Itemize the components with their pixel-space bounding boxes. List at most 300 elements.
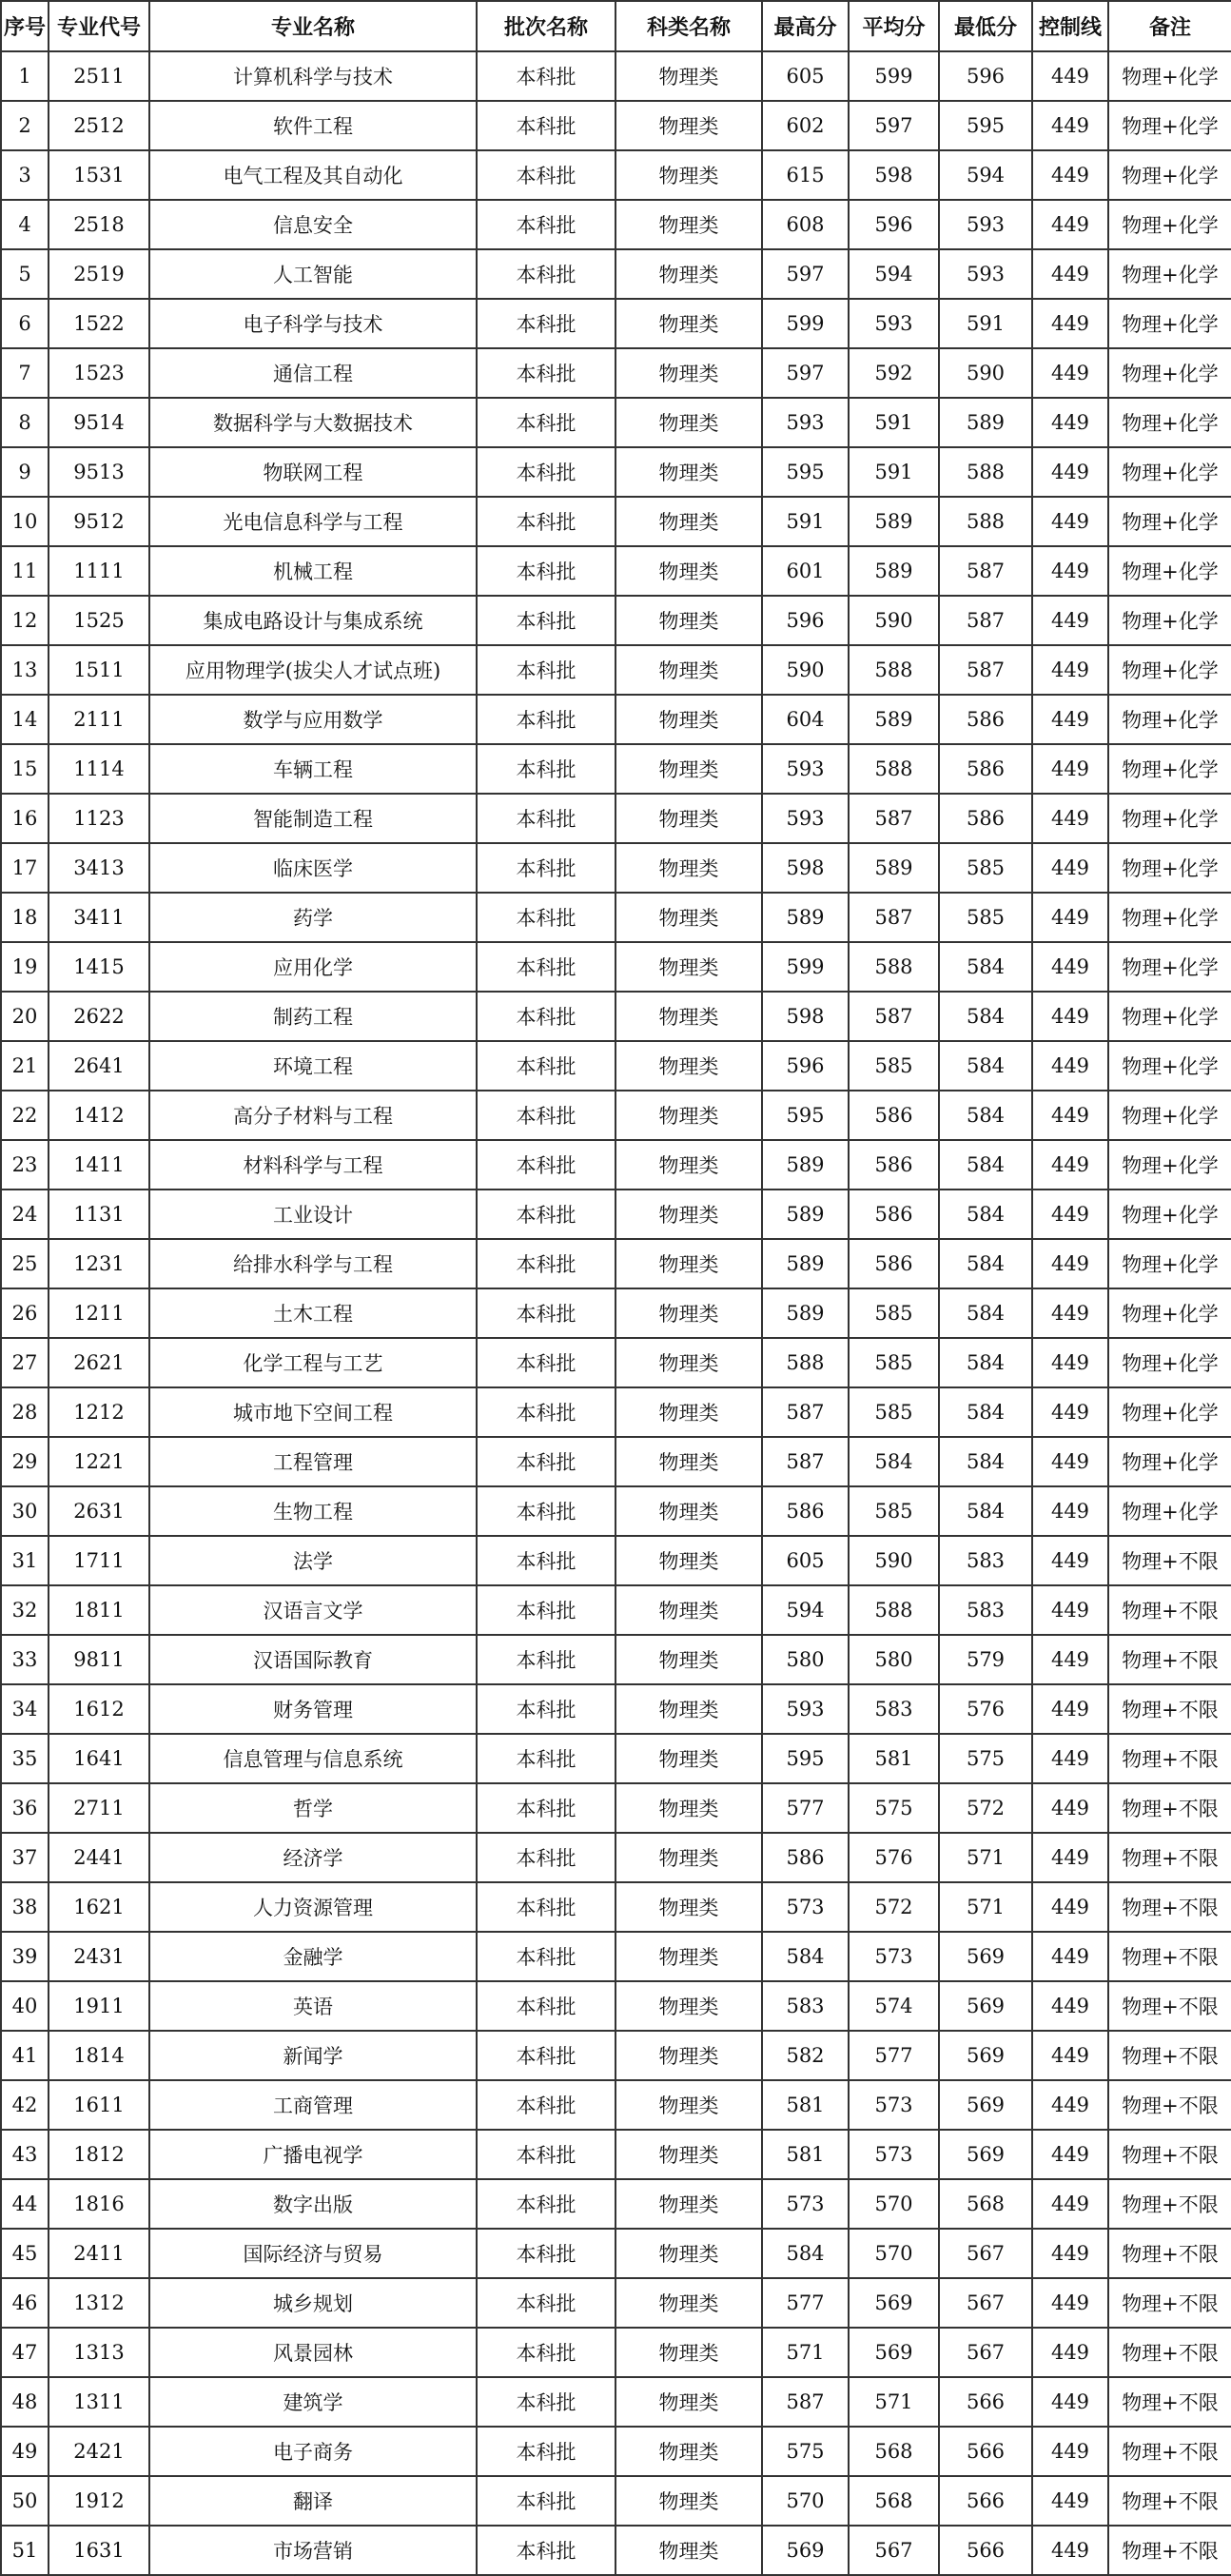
cell-min-score: 588 — [939, 447, 1032, 497]
cell-min-score: 569 — [939, 2031, 1032, 2080]
cell-batch: 本科批 — [477, 1288, 616, 1338]
header-major-name: 专业名称 — [149, 1, 477, 51]
cell-batch: 本科批 — [477, 1833, 616, 1882]
cell-control-line: 449 — [1032, 447, 1108, 497]
cell-avg-score: 589 — [849, 695, 939, 744]
cell-avg-score: 568 — [849, 2476, 939, 2526]
cell-control-line: 449 — [1032, 1734, 1108, 1783]
cell-avg-score: 580 — [849, 1635, 939, 1684]
cell-major-name: 应用物理学(拔尖人才试点班) — [149, 645, 477, 695]
table-row — [1, 2229, 1231, 2278]
cell-avg-score: 575 — [849, 1783, 939, 1833]
cell-control-line: 449 — [1032, 1041, 1108, 1091]
cell-max-score: 595 — [762, 447, 849, 497]
cell-seq: 16 — [1, 794, 49, 843]
cell-category: 物理类 — [616, 1684, 762, 1734]
cell-major-code: 1621 — [49, 1882, 149, 1932]
cell-avg-score: 570 — [849, 2229, 939, 2278]
cell-major-code: 1313 — [49, 2328, 149, 2377]
cell-major-name: 集成电路设计与集成系统 — [149, 596, 477, 645]
cell-control-line: 449 — [1032, 744, 1108, 794]
cell-major-name: 通信工程 — [149, 348, 477, 398]
table-row — [1, 1635, 1231, 1684]
cell-max-score: 587 — [762, 1387, 849, 1437]
cell-min-score: 576 — [939, 1684, 1032, 1734]
table-row — [1, 893, 1231, 942]
cell-avg-score: 587 — [849, 794, 939, 843]
cell-seq: 37 — [1, 1833, 49, 1882]
table-row — [1, 1684, 1231, 1734]
cell-batch: 本科批 — [477, 1190, 616, 1239]
cell-control-line: 449 — [1032, 893, 1108, 942]
cell-max-score: 590 — [762, 645, 849, 695]
cell-min-score: 579 — [939, 1635, 1032, 1684]
cell-control-line: 449 — [1032, 695, 1108, 744]
cell-note: 物理+不限 — [1108, 2526, 1231, 2575]
cell-category: 物理类 — [616, 1288, 762, 1338]
cell-category: 物理类 — [616, 1387, 762, 1437]
cell-max-score: 570 — [762, 2476, 849, 2526]
cell-max-score: 589 — [762, 1288, 849, 1338]
cell-control-line: 449 — [1032, 2278, 1108, 2328]
cell-batch: 本科批 — [477, 101, 616, 150]
table-row — [1, 695, 1231, 744]
cell-major-code: 1415 — [49, 942, 149, 992]
cell-category: 物理类 — [616, 744, 762, 794]
cell-avg-score: 568 — [849, 2427, 939, 2476]
cell-major-name: 城乡规划 — [149, 2278, 477, 2328]
header-row — [1, 1, 1231, 51]
cell-major-name: 土木工程 — [149, 1288, 477, 1338]
cell-note: 物理+不限 — [1108, 1981, 1231, 2031]
cell-batch: 本科批 — [477, 942, 616, 992]
cell-control-line: 449 — [1032, 249, 1108, 299]
cell-seq: 45 — [1, 2229, 49, 2278]
cell-note: 物理+化学 — [1108, 744, 1231, 794]
cell-min-score: 569 — [939, 2130, 1032, 2179]
cell-seq: 43 — [1, 2130, 49, 2179]
cell-max-score: 605 — [762, 1536, 849, 1585]
header-min-score: 最低分 — [939, 1, 1032, 51]
cell-max-score: 593 — [762, 1684, 849, 1734]
cell-category: 物理类 — [616, 1091, 762, 1140]
table-row — [1, 1190, 1231, 1239]
cell-category: 物理类 — [616, 348, 762, 398]
cell-min-score: 595 — [939, 101, 1032, 150]
cell-category: 物理类 — [616, 200, 762, 249]
cell-category: 物理类 — [616, 794, 762, 843]
cell-major-code: 1411 — [49, 1140, 149, 1190]
cell-note: 物理+不限 — [1108, 1536, 1231, 1585]
cell-note: 物理+化学 — [1108, 992, 1231, 1041]
cell-seq: 31 — [1, 1536, 49, 1585]
cell-batch: 本科批 — [477, 1882, 616, 1932]
cell-major-name: 制药工程 — [149, 992, 477, 1041]
cell-major-code: 2631 — [49, 1486, 149, 1536]
cell-note: 物理+化学 — [1108, 398, 1231, 447]
cell-category: 物理类 — [616, 645, 762, 695]
cell-major-code: 1111 — [49, 546, 149, 596]
cell-control-line: 449 — [1032, 299, 1108, 348]
cell-batch: 本科批 — [477, 2179, 616, 2229]
table-row — [1, 843, 1231, 893]
cell-min-score: 589 — [939, 398, 1032, 447]
cell-note: 物理+不限 — [1108, 2080, 1231, 2130]
table-row — [1, 942, 1231, 992]
cell-batch: 本科批 — [477, 2229, 616, 2278]
cell-major-code: 2622 — [49, 992, 149, 1041]
cell-min-score: 584 — [939, 1041, 1032, 1091]
table-row — [1, 992, 1231, 1041]
cell-batch: 本科批 — [477, 200, 616, 249]
cell-major-name: 数据科学与大数据技术 — [149, 398, 477, 447]
table-row — [1, 1041, 1231, 1091]
cell-batch: 本科批 — [477, 2328, 616, 2377]
cell-min-score: 584 — [939, 1338, 1032, 1387]
header-major-code: 专业代号 — [49, 1, 149, 51]
cell-min-score: 587 — [939, 645, 1032, 695]
cell-avg-score: 586 — [849, 1190, 939, 1239]
table-row — [1, 2179, 1231, 2229]
cell-major-code: 1814 — [49, 2031, 149, 2080]
cell-major-name: 软件工程 — [149, 101, 477, 150]
cell-seq: 36 — [1, 1783, 49, 1833]
cell-seq: 1 — [1, 51, 49, 101]
cell-avg-score: 586 — [849, 1140, 939, 1190]
cell-major-name: 建筑学 — [149, 2377, 477, 2427]
cell-avg-score: 589 — [849, 546, 939, 596]
cell-avg-score: 570 — [849, 2179, 939, 2229]
cell-major-code: 2511 — [49, 51, 149, 101]
table-row — [1, 1783, 1231, 1833]
cell-category: 物理类 — [616, 299, 762, 348]
table-row — [1, 200, 1231, 249]
cell-avg-score: 589 — [849, 843, 939, 893]
cell-seq: 20 — [1, 992, 49, 1041]
cell-control-line: 449 — [1032, 1932, 1108, 1981]
cell-note: 物理+化学 — [1108, 101, 1231, 150]
table-row — [1, 1833, 1231, 1882]
cell-note: 物理+不限 — [1108, 2229, 1231, 2278]
cell-max-score: 581 — [762, 2130, 849, 2179]
cell-batch: 本科批 — [477, 893, 616, 942]
cell-min-score: 588 — [939, 497, 1032, 546]
cell-major-name: 光电信息科学与工程 — [149, 497, 477, 546]
cell-avg-score: 597 — [849, 101, 939, 150]
cell-min-score: 583 — [939, 1536, 1032, 1585]
cell-category: 物理类 — [616, 2031, 762, 2080]
cell-seq: 12 — [1, 596, 49, 645]
cell-major-name: 材料科学与工程 — [149, 1140, 477, 1190]
cell-min-score: 567 — [939, 2328, 1032, 2377]
cell-max-score: 581 — [762, 2080, 849, 2130]
cell-batch: 本科批 — [477, 2031, 616, 2080]
cell-min-score: 585 — [939, 843, 1032, 893]
cell-major-code: 3411 — [49, 893, 149, 942]
cell-control-line: 449 — [1032, 1783, 1108, 1833]
cell-batch: 本科批 — [477, 1091, 616, 1140]
cell-min-score: 586 — [939, 695, 1032, 744]
cell-control-line: 449 — [1032, 398, 1108, 447]
cell-category: 物理类 — [616, 843, 762, 893]
cell-category: 物理类 — [616, 2476, 762, 2526]
cell-avg-score: 574 — [849, 1981, 939, 2031]
cell-note: 物理+不限 — [1108, 1833, 1231, 1882]
cell-min-score: 594 — [939, 150, 1032, 200]
cell-control-line: 449 — [1032, 1635, 1108, 1684]
cell-major-code: 1611 — [49, 2080, 149, 2130]
cell-seq: 30 — [1, 1486, 49, 1536]
cell-min-score: 566 — [939, 2377, 1032, 2427]
cell-seq: 3 — [1, 150, 49, 200]
cell-control-line: 449 — [1032, 2476, 1108, 2526]
cell-avg-score: 584 — [849, 1437, 939, 1486]
cell-avg-score: 571 — [849, 2377, 939, 2427]
table-row — [1, 2476, 1231, 2526]
cell-seq: 40 — [1, 1981, 49, 2031]
cell-max-score: 605 — [762, 51, 849, 101]
cell-major-name: 国际经济与贸易 — [149, 2229, 477, 2278]
cell-major-code: 2519 — [49, 249, 149, 299]
table-row — [1, 2328, 1231, 2377]
cell-max-score: 601 — [762, 546, 849, 596]
cell-major-name: 金融学 — [149, 1932, 477, 1981]
cell-category: 物理类 — [616, 51, 762, 101]
cell-category: 物理类 — [616, 150, 762, 200]
cell-max-score: 586 — [762, 1486, 849, 1536]
table-body — [1, 51, 1231, 2575]
cell-control-line: 449 — [1032, 546, 1108, 596]
cell-batch: 本科批 — [477, 1387, 616, 1437]
table-row — [1, 1338, 1231, 1387]
cell-control-line: 449 — [1032, 1190, 1108, 1239]
cell-major-code: 1531 — [49, 150, 149, 200]
cell-avg-score: 581 — [849, 1734, 939, 1783]
cell-note: 物理+化学 — [1108, 497, 1231, 546]
cell-max-score: 589 — [762, 1239, 849, 1288]
cell-note: 物理+化学 — [1108, 1041, 1231, 1091]
cell-batch: 本科批 — [477, 1585, 616, 1635]
cell-avg-score: 573 — [849, 2130, 939, 2179]
cell-major-name: 广播电视学 — [149, 2130, 477, 2179]
cell-min-score: 586 — [939, 744, 1032, 794]
cell-batch: 本科批 — [477, 1041, 616, 1091]
table-row — [1, 1734, 1231, 1783]
cell-category: 物理类 — [616, 2328, 762, 2377]
cell-max-score: 587 — [762, 1437, 849, 1486]
cell-note: 物理+不限 — [1108, 2130, 1231, 2179]
cell-min-score: 593 — [939, 249, 1032, 299]
cell-batch: 本科批 — [477, 645, 616, 695]
cell-max-score: 599 — [762, 942, 849, 992]
cell-avg-score: 598 — [849, 150, 939, 200]
cell-seq: 44 — [1, 2179, 49, 2229]
cell-min-score: 583 — [939, 1585, 1032, 1635]
cell-batch: 本科批 — [477, 249, 616, 299]
cell-control-line: 449 — [1032, 1387, 1108, 1437]
cell-note: 物理+化学 — [1108, 200, 1231, 249]
cell-note: 物理+化学 — [1108, 1091, 1231, 1140]
cell-note: 物理+化学 — [1108, 1140, 1231, 1190]
table-row — [1, 150, 1231, 200]
cell-major-code: 2711 — [49, 1783, 149, 1833]
cell-seq: 47 — [1, 2328, 49, 2377]
cell-seq: 29 — [1, 1437, 49, 1486]
cell-major-code: 9513 — [49, 447, 149, 497]
cell-major-code: 2621 — [49, 1338, 149, 1387]
cell-batch: 本科批 — [477, 1684, 616, 1734]
cell-category: 物理类 — [616, 1734, 762, 1783]
cell-min-score: 584 — [939, 992, 1032, 1041]
cell-avg-score: 590 — [849, 1536, 939, 1585]
cell-category: 物理类 — [616, 447, 762, 497]
cell-note: 物理+化学 — [1108, 1190, 1231, 1239]
cell-avg-score: 585 — [849, 1486, 939, 1536]
cell-seq: 24 — [1, 1190, 49, 1239]
cell-major-code: 1525 — [49, 596, 149, 645]
cell-seq: 2 — [1, 101, 49, 150]
cell-major-name: 计算机科学与技术 — [149, 51, 477, 101]
cell-control-line: 449 — [1032, 1536, 1108, 1585]
cell-avg-score: 585 — [849, 1288, 939, 1338]
cell-major-name: 汉语言文学 — [149, 1585, 477, 1635]
cell-category: 物理类 — [616, 1486, 762, 1536]
cell-max-score: 577 — [762, 1783, 849, 1833]
header-max-score: 最高分 — [762, 1, 849, 51]
cell-control-line: 449 — [1032, 942, 1108, 992]
cell-major-code: 1812 — [49, 2130, 149, 2179]
table-row — [1, 348, 1231, 398]
cell-note: 物理+不限 — [1108, 1882, 1231, 1932]
cell-control-line: 449 — [1032, 1091, 1108, 1140]
cell-note: 物理+化学 — [1108, 942, 1231, 992]
cell-major-name: 生物工程 — [149, 1486, 477, 1536]
cell-major-code: 2641 — [49, 1041, 149, 1091]
cell-avg-score: 593 — [849, 299, 939, 348]
cell-avg-score: 587 — [849, 893, 939, 942]
cell-max-score: 595 — [762, 1734, 849, 1783]
table-row — [1, 398, 1231, 447]
cell-control-line: 449 — [1032, 596, 1108, 645]
cell-category: 物理类 — [616, 101, 762, 150]
cell-category: 物理类 — [616, 2427, 762, 2476]
cell-max-score: 588 — [762, 1338, 849, 1387]
table-row — [1, 1437, 1231, 1486]
cell-major-code: 1811 — [49, 1585, 149, 1635]
cell-control-line: 449 — [1032, 1486, 1108, 1536]
cell-note: 物理+化学 — [1108, 695, 1231, 744]
cell-seq: 15 — [1, 744, 49, 794]
table-row — [1, 101, 1231, 150]
cell-category: 物理类 — [616, 695, 762, 744]
cell-major-code: 9512 — [49, 497, 149, 546]
cell-min-score: 567 — [939, 2229, 1032, 2278]
cell-min-score: 584 — [939, 1140, 1032, 1190]
cell-seq: 51 — [1, 2526, 49, 2575]
table-row — [1, 1239, 1231, 1288]
cell-min-score: 584 — [939, 1091, 1032, 1140]
cell-avg-score: 576 — [849, 1833, 939, 1882]
cell-note: 物理+化学 — [1108, 596, 1231, 645]
cell-min-score: 587 — [939, 546, 1032, 596]
cell-max-score: 577 — [762, 2278, 849, 2328]
cell-batch: 本科批 — [477, 150, 616, 200]
cell-seq: 25 — [1, 1239, 49, 1288]
cell-avg-score: 573 — [849, 1932, 939, 1981]
cell-max-score: 594 — [762, 1585, 849, 1635]
cell-control-line: 449 — [1032, 1239, 1108, 1288]
cell-major-name: 电气工程及其自动化 — [149, 150, 477, 200]
cell-max-score: 584 — [762, 1932, 849, 1981]
cell-max-score: 598 — [762, 992, 849, 1041]
cell-avg-score: 585 — [849, 1338, 939, 1387]
cell-major-name: 市场营销 — [149, 2526, 477, 2575]
cell-avg-score: 590 — [849, 596, 939, 645]
cell-category: 物理类 — [616, 2377, 762, 2427]
cell-max-score: 595 — [762, 1091, 849, 1140]
cell-min-score: 568 — [939, 2179, 1032, 2229]
table-row — [1, 299, 1231, 348]
cell-min-score: 587 — [939, 596, 1032, 645]
header-control-line: 控制线 — [1032, 1, 1108, 51]
cell-major-code: 1412 — [49, 1091, 149, 1140]
cell-batch: 本科批 — [477, 992, 616, 1041]
cell-major-code: 3413 — [49, 843, 149, 893]
cell-major-name: 信息安全 — [149, 200, 477, 249]
cell-major-name: 工业设计 — [149, 1190, 477, 1239]
cell-category: 物理类 — [616, 1338, 762, 1387]
cell-major-code: 1641 — [49, 1734, 149, 1783]
cell-min-score: 585 — [939, 893, 1032, 942]
cell-major-name: 人力资源管理 — [149, 1882, 477, 1932]
cell-category: 物理类 — [616, 2278, 762, 2328]
cell-seq: 27 — [1, 1338, 49, 1387]
cell-max-score: 573 — [762, 1882, 849, 1932]
cell-seq: 49 — [1, 2427, 49, 2476]
cell-control-line: 449 — [1032, 2229, 1108, 2278]
cell-category: 物理类 — [616, 546, 762, 596]
cell-avg-score: 588 — [849, 744, 939, 794]
cell-batch: 本科批 — [477, 794, 616, 843]
cell-control-line: 449 — [1032, 794, 1108, 843]
cell-category: 物理类 — [616, 2179, 762, 2229]
cell-category: 物理类 — [616, 942, 762, 992]
cell-major-code: 1123 — [49, 794, 149, 843]
cell-seq: 14 — [1, 695, 49, 744]
cell-min-score: 567 — [939, 2278, 1032, 2328]
cell-major-code: 9811 — [49, 1635, 149, 1684]
cell-major-code: 9514 — [49, 398, 149, 447]
cell-note: 物理+化学 — [1108, 299, 1231, 348]
cell-batch: 本科批 — [477, 695, 616, 744]
cell-major-name: 数字出版 — [149, 2179, 477, 2229]
cell-max-score: 569 — [762, 2526, 849, 2575]
cell-control-line: 449 — [1032, 1437, 1108, 1486]
cell-avg-score: 569 — [849, 2328, 939, 2377]
cell-seq: 26 — [1, 1288, 49, 1338]
cell-major-name: 电子科学与技术 — [149, 299, 477, 348]
cell-min-score: 571 — [939, 1882, 1032, 1932]
cell-control-line: 449 — [1032, 150, 1108, 200]
cell-seq: 7 — [1, 348, 49, 398]
cell-major-name: 药学 — [149, 893, 477, 942]
table-row — [1, 1140, 1231, 1190]
cell-major-name: 风景园林 — [149, 2328, 477, 2377]
cell-major-name: 英语 — [149, 1981, 477, 2031]
cell-note: 物理+不限 — [1108, 1684, 1231, 1734]
cell-avg-score: 586 — [849, 1239, 939, 1288]
cell-note: 物理+不限 — [1108, 1734, 1231, 1783]
